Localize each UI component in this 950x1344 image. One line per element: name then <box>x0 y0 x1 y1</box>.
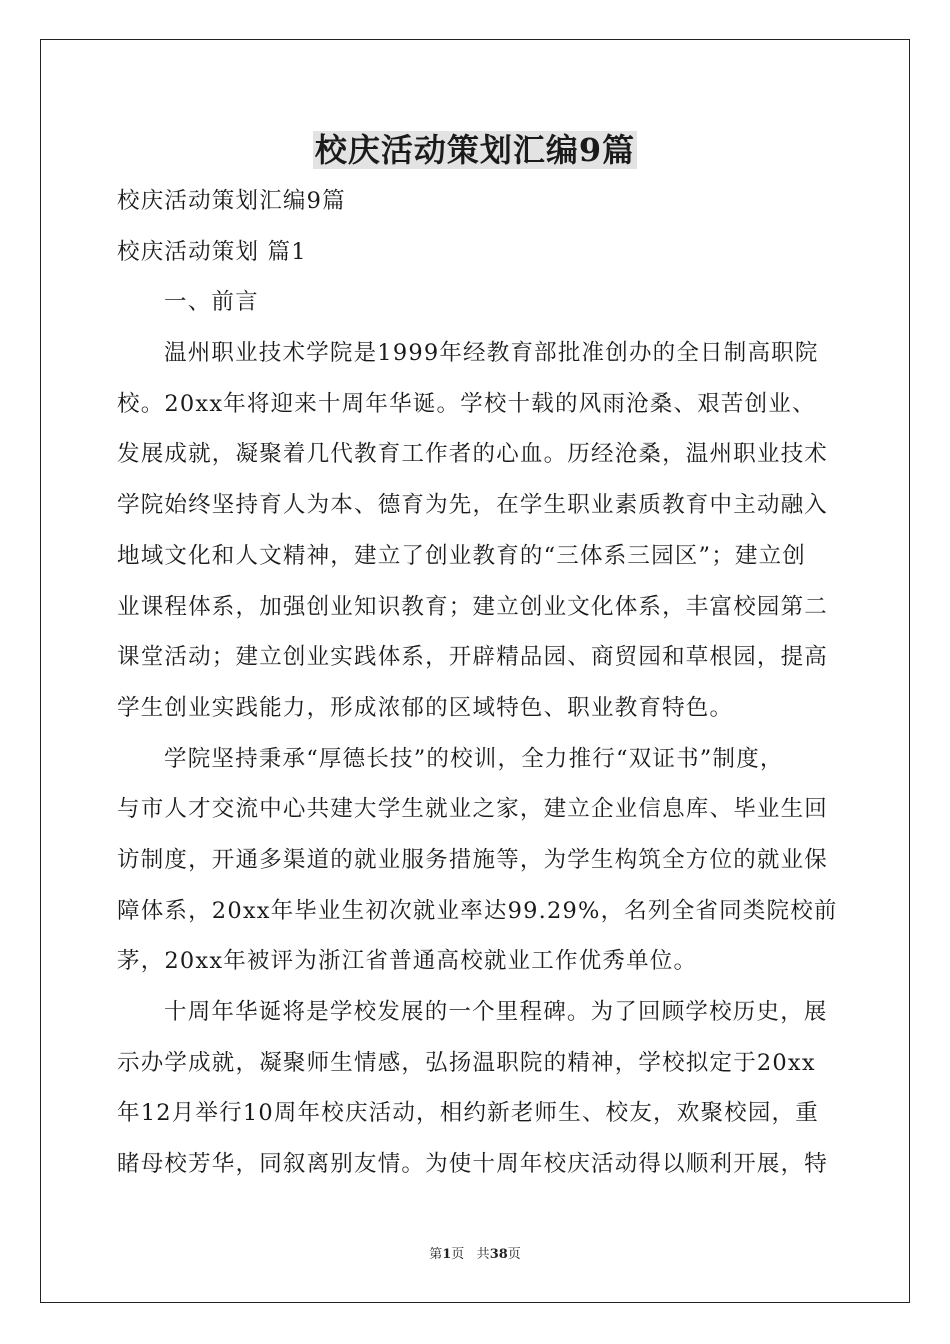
paragraph-line: 访制度，开通多渠道的就业服务措施等，为学生构筑全方位的就业保 <box>117 846 829 873</box>
page-number: 1 <box>442 1247 452 1262</box>
total-pages: 38 <box>489 1247 508 1262</box>
section-heading: 校庆活动策划 篇1 <box>117 238 307 265</box>
paragraph-line: 温州职业技术学院是1999年经教育部批准创办的全日制高职院 <box>164 340 819 367</box>
paragraph-line: 地域文化和人文精神，建立了创业教育的“三体系三园区”；建立创 <box>117 542 807 569</box>
total-prefix: 共 <box>476 1247 490 1262</box>
paragraph-line: 障体系，20xx年毕业生初次就业率达99.29%，名列全省同类院校前 <box>117 897 838 924</box>
paragraph-line: 学生创业实践能力，形成浓郁的区域特色、职业教育特色。 <box>117 694 734 721</box>
page-suffix: 页 <box>451 1247 465 1262</box>
page-prefix: 第 <box>429 1247 443 1262</box>
paragraph-line: 茅，20xx年被评为浙江省普通高校就业工作优秀单位。 <box>117 948 698 975</box>
paragraph-line: 业课程体系，加强创业知识教育；建立创业文化体系，丰富校园第二 <box>117 593 829 620</box>
page-footer <box>0 1246 950 1264</box>
paragraph-line: 年12月举行10周年校庆活动，相约新老师生、校友，欢聚校园，重 <box>117 1100 819 1127</box>
document-title-text: 校庆活动策划汇编9篇 <box>314 131 636 169</box>
paragraph-line: 示办学成就，凝聚师生情感，弘扬温职院的精神，学校拟定于20xx <box>117 1049 816 1076</box>
document-body <box>117 176 842 1190</box>
subsection-heading: 一、前言 <box>164 289 259 316</box>
paragraph-line: 学院始终坚持育人为本、德育为先，在学生职业素质教育中主动融入 <box>117 492 829 519</box>
document-title <box>0 130 950 170</box>
paragraph-line: 发展成就，凝聚着几代教育工作者的心血。历经沧桑，温州职业技术 <box>117 441 829 468</box>
paragraph-line: 与市人才交流中心共建大学生就业之家，建立企业信息库、毕业生回 <box>117 796 829 823</box>
paragraph-line: 校。20xx年将迎来十周年华诞。学校十载的风雨沧桑、艰苦创业、 <box>117 390 816 417</box>
subtitle-line: 校庆活动策划汇编9篇 <box>117 188 346 214</box>
total-suffix: 页 <box>507 1247 521 1262</box>
paragraph-line: 课堂活动；建立创业实践体系，开辟精品园、商贸园和草根园，提高 <box>117 644 829 671</box>
paragraph-line: 睹母校芳华，同叙离别友情。为使十周年校庆活动得以顺利开展，特 <box>117 1151 829 1178</box>
paragraph-line: 十周年华诞将是学校发展的一个里程碑。为了回顾学校历史，展 <box>164 999 828 1025</box>
paragraph-line: 学院坚持秉承“厚德长技”的校训，全力推行“双证书”制度， <box>164 745 784 772</box>
